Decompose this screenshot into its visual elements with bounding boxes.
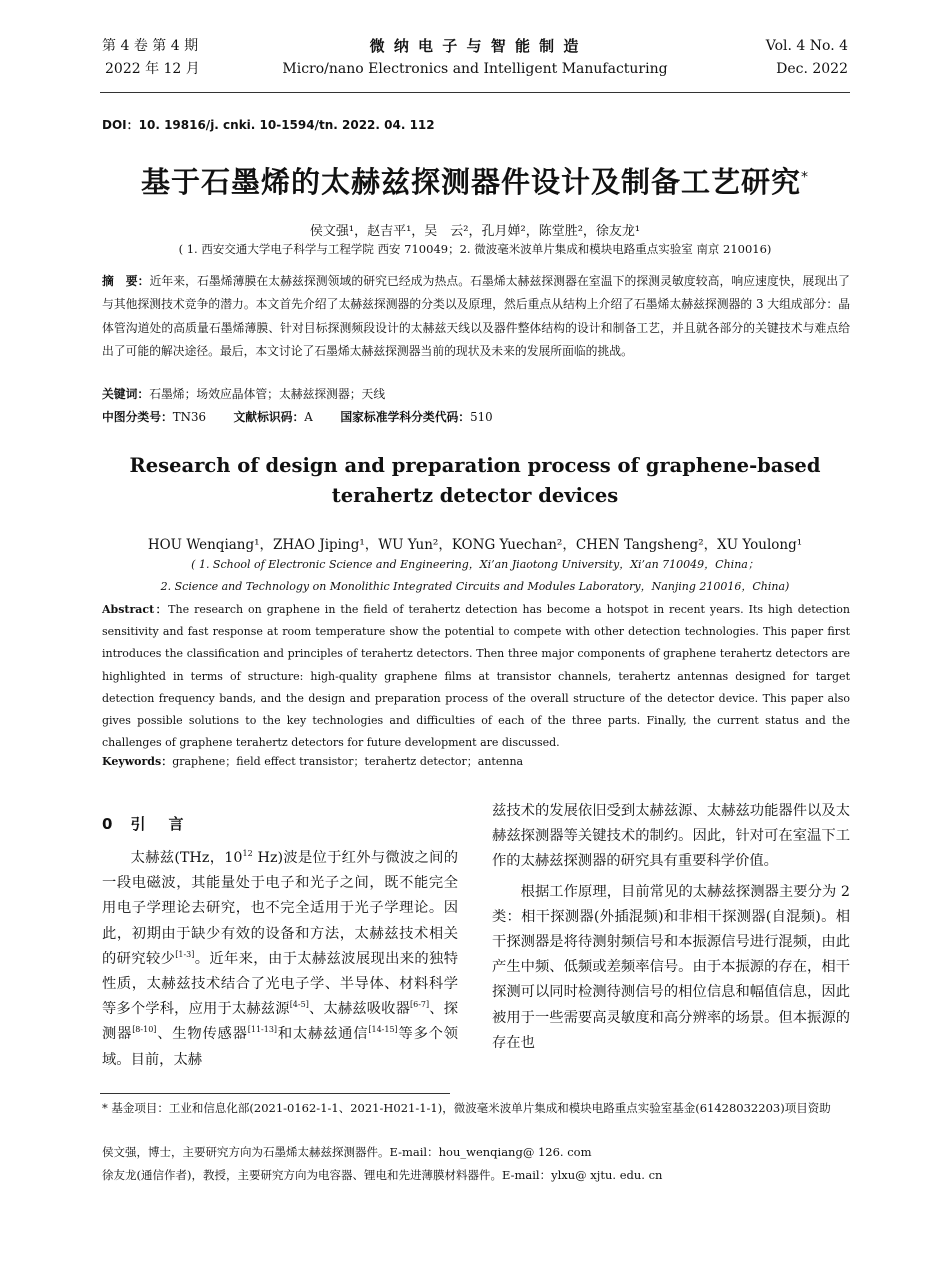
keywords-cn-label: 关键词： [102,387,150,401]
citation: [14-15] [368,1025,398,1035]
citation: [4-5] [289,1000,309,1010]
abstract-cn-text: 近年来，石墨烯薄膜在太赫兹探测领域的研究已经成为热点。石墨烯太赫兹探测器在室温下的探测灵敏度较高，响应速度快，展现出了与其他探测技术竞争的潜力。本文首先介绍了太赫兹探测器的分类以及原理，然后重点从结构上介绍了石墨烯太赫兹探测器的 3 大组成部分：晶体管沟道处的高质量石墨烯薄膜、针对目标探测频段设计的太赫兹天线以及器件整体结构的设计和制备工艺，并且就各部分的关键技术与难点给出了可能的解决途径。最后，本文讨论了石墨烯太赫兹探测器当前的现状及未来的发展所面临的挑战。 [102,274,850,359]
header-volume-issue-cn: 第 4 卷 第 4 期 [102,38,199,54]
abstract-cn-label: 摘 要： [102,274,150,288]
subject-code-label: 国家标准学科分类代码： [340,410,471,424]
paper-title-cn [0,160,950,201]
header-journal-cn: 微 纳 电 子 与 智 能 制 造 [369,37,581,55]
header-journal-en: Micro/nano Electronics and Intelligent Manufacturing [282,61,668,77]
superscript-exponent: 12 [242,849,253,859]
authors-cn: 侯文强¹，赵吉平¹，吴 云²，孔月婵²，陈堂胜²，徐友龙¹ [309,224,641,239]
citation: [6-7] [410,1000,430,1010]
keywords-cn [102,385,850,402]
clc-label: 中图分类号： [102,410,173,424]
title-cn-text: 基于石墨烯的太赫兹探测器件设计及制备工艺研究 [140,165,801,199]
title-footnote-mark: * [801,169,809,186]
text-run: 、生物传感器 [156,1026,248,1043]
text-run: Hz)波是位于红外与微波之间的一段电磁波，其能量处于电子和光子之间，既不能完全用电子学理论去研究，也不完全适用于光子学理论。因此，初期由于缺少有效的设备和方法，太赫兹技术相关的研究较少 [102,850,459,967]
intro-paragraph-cont: 兹技术的发展依旧受到太赫兹源、太赫兹功能器件以及太赫兹探测器等关键技术的制约。因此，针对可在室温下工作的太赫兹探测器的研究具有重要科学价值。 [492,803,850,870]
affiliations-cn: ( 1. 西安交通大学电子科学与工程学院 西安 710049；2. 微波毫米波单片集成和模块电路重点实验室 南京 210016) [178,242,772,256]
paper-title-en [0,451,950,511]
text-run: 等多个领域。目前，太赫 [102,1026,459,1068]
keywords-en-label: Keywords： [102,755,173,768]
section-number: 0 [102,815,117,833]
title-en-line1: Research of design and preparation process of graphene-based [129,454,821,477]
abstract-en [102,599,850,754]
intro-paragraph-2: 根据工作原理，目前常见的太赫兹探测器主要分为 2 类：相干探测器(外插混频)和非相干探测器(自混频)。相干探测器是将待测射频信号和本振源信号进行混频，由此产生中频、低频或差频率信号。由于本振源的存在，相干探测可以同时检测待测信号的相位信息和幅值信息，因此被用于一些需要高灵敏度和高分辨率的场景。但本振源的存在也 [492,883,850,1051]
body-right-column [492,799,850,1056]
section-heading [102,813,187,834]
footnote-author-1: 侯文强，博士，主要研究方向为石墨烯太赫兹探测器件。E-mail：hou_wenqiang@ 126. com [102,1145,592,1159]
footnote-funding: * 基金项目：工业和信息化部(2021-0162-1-1、2021-H021-1-1)，微波毫米波单片集成和模块电路重点实验室基金(61428032203)项目资助 [102,1101,831,1115]
text-run: 和太赫兹通信 [277,1026,369,1043]
text-run: 。近年来，由于太赫兹波展现出来的独特性质，太赫兹技术结合了光电子学、半导体、材料科学等多个学科，应用于太赫兹源 [102,950,458,1018]
text-run: 太赫兹(THz，10 [130,850,243,866]
citation: [1-3] [175,950,195,960]
abstract-cn [102,270,850,364]
abstract-en-text: The research on graphene in the field of terahertz detection has become a hotspot in recent years. Its high detection sensitivity and fast response at room temperature show the potential to compete with other detection technologies. This paper first introduces the classification and principles of terahertz detectors. Then three major components of graphene terahertz detectors are highlighted in terms of structure: high-quality graphene films at transistor channels, terahertz antennas designed for target detection frequency bands, and the design and preparation process of the overall structure of the detector device. This paper also gives possible solutions to the key technologies and difficulties of each of the three parts. Finally, the current status and the challenges of graphene terahertz detectors for future development are discussed. [102,603,850,750]
header-date-en: Dec. 2022 [776,61,848,77]
affiliation-en-1: ( 1. School of Electronic Science and Engineering，Xi’an Jiaotong University，Xi’an 710049，China； [191,558,759,571]
citation: [11-13] [247,1025,278,1035]
header-volume-issue-en: Vol. 4 No. 4 [765,38,848,54]
keywords-cn-text: 石墨烯；场效应晶体管；太赫兹探测器；天线 [149,387,386,401]
doc-code-value: A [304,410,313,424]
subject-code-value: 510 [470,410,493,424]
citation: [8-10] [132,1025,157,1035]
intro-paragraph-1 [102,846,458,1073]
title-en-line2: terahertz detector devices [331,484,619,507]
header-rule [100,92,850,93]
footnote-rule [100,1093,450,1094]
authors-en: HOU Wenqiang¹，ZHAO Jiping¹，WU Yun²，KONG Yuechan²，CHEN Tangsheng²，XU Youlong¹ [147,537,803,553]
clc-value: TN36 [172,410,206,424]
classification-line [102,408,850,425]
text-run: 、太赫兹吸收器 [308,1001,411,1018]
doc-code-label: 文献标识码： [233,410,305,424]
text-run: 、探测器 [102,1001,459,1043]
body-left-column [102,846,458,1073]
footnote-author-2: 徐友龙(通信作者)，教授，主要研究方向为电容器、锂电和先进薄膜材料器件。E-mail：ylxu@ xjtu. edu. cn [102,1168,663,1182]
keywords-en-text: graphene；field effect transistor；terahertz detector；antenna [172,755,524,768]
keywords-en [102,753,523,769]
abstract-en-label: Abstract： [102,603,169,616]
section-title: 引 言 [130,815,188,833]
header-date-cn: 2022 年 12 月 [105,61,200,77]
affiliation-en-2: 2. Science and Technology on Monolithic Integrated Circuits and Modules Laboratory，Nanjing 210016，China) [160,580,790,593]
doi: DOI：10. 19816/j. cnki. 10-1594/tn. 2022. 04. 112 [102,118,435,132]
